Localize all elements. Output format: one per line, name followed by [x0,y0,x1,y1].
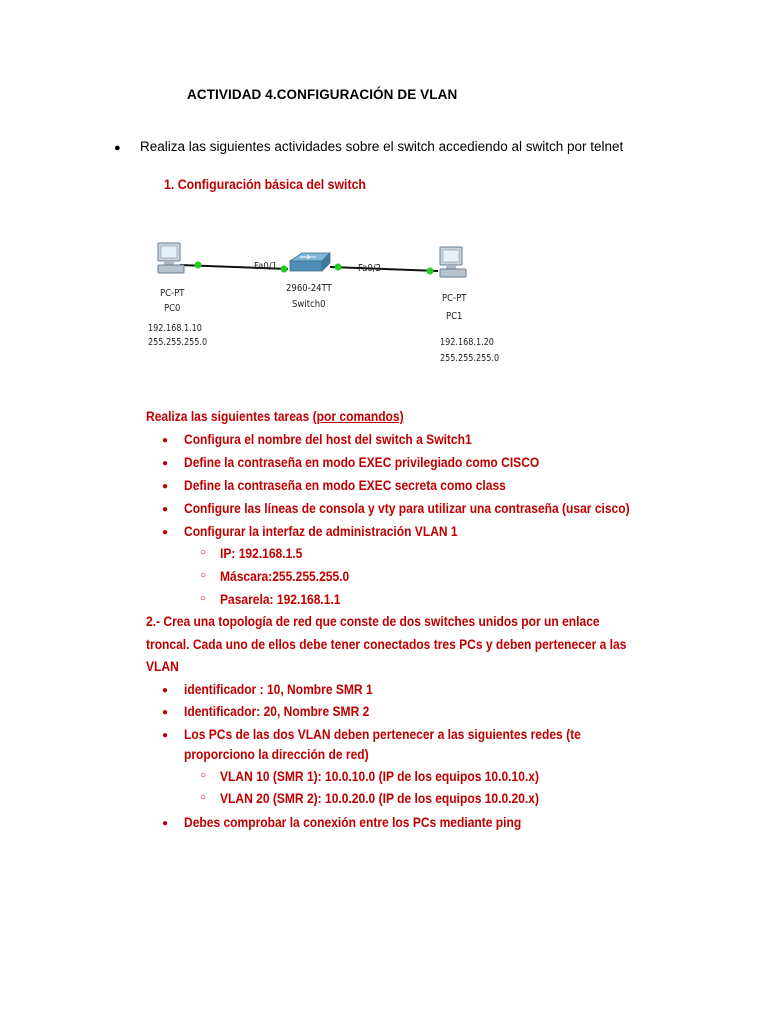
switch-name: Switch0 [292,299,326,310]
link-switch-pc1 [330,267,438,271]
pc0-type: PC-PT [160,288,185,299]
vlan-item: Identificador: 20, Nombre SMR 2 [184,703,370,719]
switch-icon [290,253,330,271]
task-item: Configurar la interfaz de administración VLAN 1 [184,523,458,539]
bullet-icon: ● [162,707,169,718]
task-sub-item: Pasarela: 192.168.1.1 [220,591,341,607]
task-sub-item: IP: 192.168.1.5 [220,545,303,561]
pc1-mask: 255.255.255.0 [440,353,500,364]
section2-line: VLAN [146,658,179,674]
bullet-icon: ● [162,504,169,515]
bullet-icon: ● [162,527,169,538]
bullet-icon: ● [162,435,169,446]
pc1-name: PC1 [446,311,463,322]
tasks-heading-underlined: (por comandos) [312,408,404,424]
bullet-icon: ● [162,458,169,469]
pc1-type: PC-PT [442,293,467,304]
bullet-dot: ● [114,142,121,154]
link-light-icon [335,264,342,271]
bullet-icon: ● [162,481,169,492]
section2-line: troncal. Cada uno de ellos debe tener conectados tres PCs y deben pertenecer a las [146,636,627,652]
circle-bullet-icon: ○ [200,792,207,803]
circle-bullet-icon: ○ [200,593,207,604]
vlan-item-continued: proporciono la dirección de red) [184,746,369,762]
task-item: Define la contraseña en modo EXEC secreta como class [184,477,506,493]
pc0-name: PC0 [164,303,181,314]
link-light-icon [281,266,288,273]
pc0-mask: 255.255.255.0 [148,337,208,348]
tasks-heading-text: Realiza las siguientes tareas [146,408,313,424]
page-title: ACTIVIDAD 4.CONFIGURACIÓN DE VLAN [187,87,458,102]
vlan-sub-item: VLAN 10 (SMR 1): 10.0.10.0 (IP de los equipos 10.0.10.x) [220,768,539,784]
link-light-icon [195,262,202,269]
circle-bullet-icon: ○ [200,570,207,581]
task-item: Configura el nombre del host del switch a Switch1 [184,431,472,447]
bullet-icon: ● [162,685,169,696]
tasks-heading [146,408,404,424]
pc1-ip: 192.168.1.20 [440,337,494,348]
vlan-sub-item: VLAN 20 (SMR 2): 10.0.20.0 (IP de los equipos 10.0.20.x) [220,790,539,806]
link-light-icon [427,268,434,275]
bullet-icon: ● [162,818,169,829]
task-item: Configure las líneas de consola y vty para utilizar una contraseña (usar cisco) [184,500,630,516]
section2-line: 2.- Crea una topología de red que conste de dos switches unidos por un enlace [146,613,600,629]
task-sub-item: Máscara:255.255.255.0 [220,568,350,584]
circle-bullet-icon: ○ [200,770,207,781]
pc0-ip: 192.168.1.10 [148,323,202,334]
intro-text: Realiza las siguientes actividades sobre el switch accediendo al switch por telnet [140,139,624,154]
vlan-item: Debes comprobar la conexión entre los PCs mediante ping [184,814,522,830]
bullet-icon: ● [162,730,169,741]
network-diagram [140,225,500,375]
vlan-item: Los PCs de las dos VLAN deben pertenecer a las siguientes redes (te [184,726,581,742]
section1-heading: 1. Configuración básica del switch [164,176,366,192]
port-label-left: Fa0/1 [254,261,278,272]
pc-icon [158,243,184,273]
pc-icon [440,247,466,277]
switch-model: 2960-24TT [286,283,332,294]
port-label-right: Fa0/2 [358,263,382,274]
vlan-item: identificador : 10, Nombre SMR 1 [184,681,373,697]
task-item: Define la contraseña en modo EXEC privilegiado como CISCO [184,454,540,470]
circle-bullet-icon: ○ [200,547,207,558]
